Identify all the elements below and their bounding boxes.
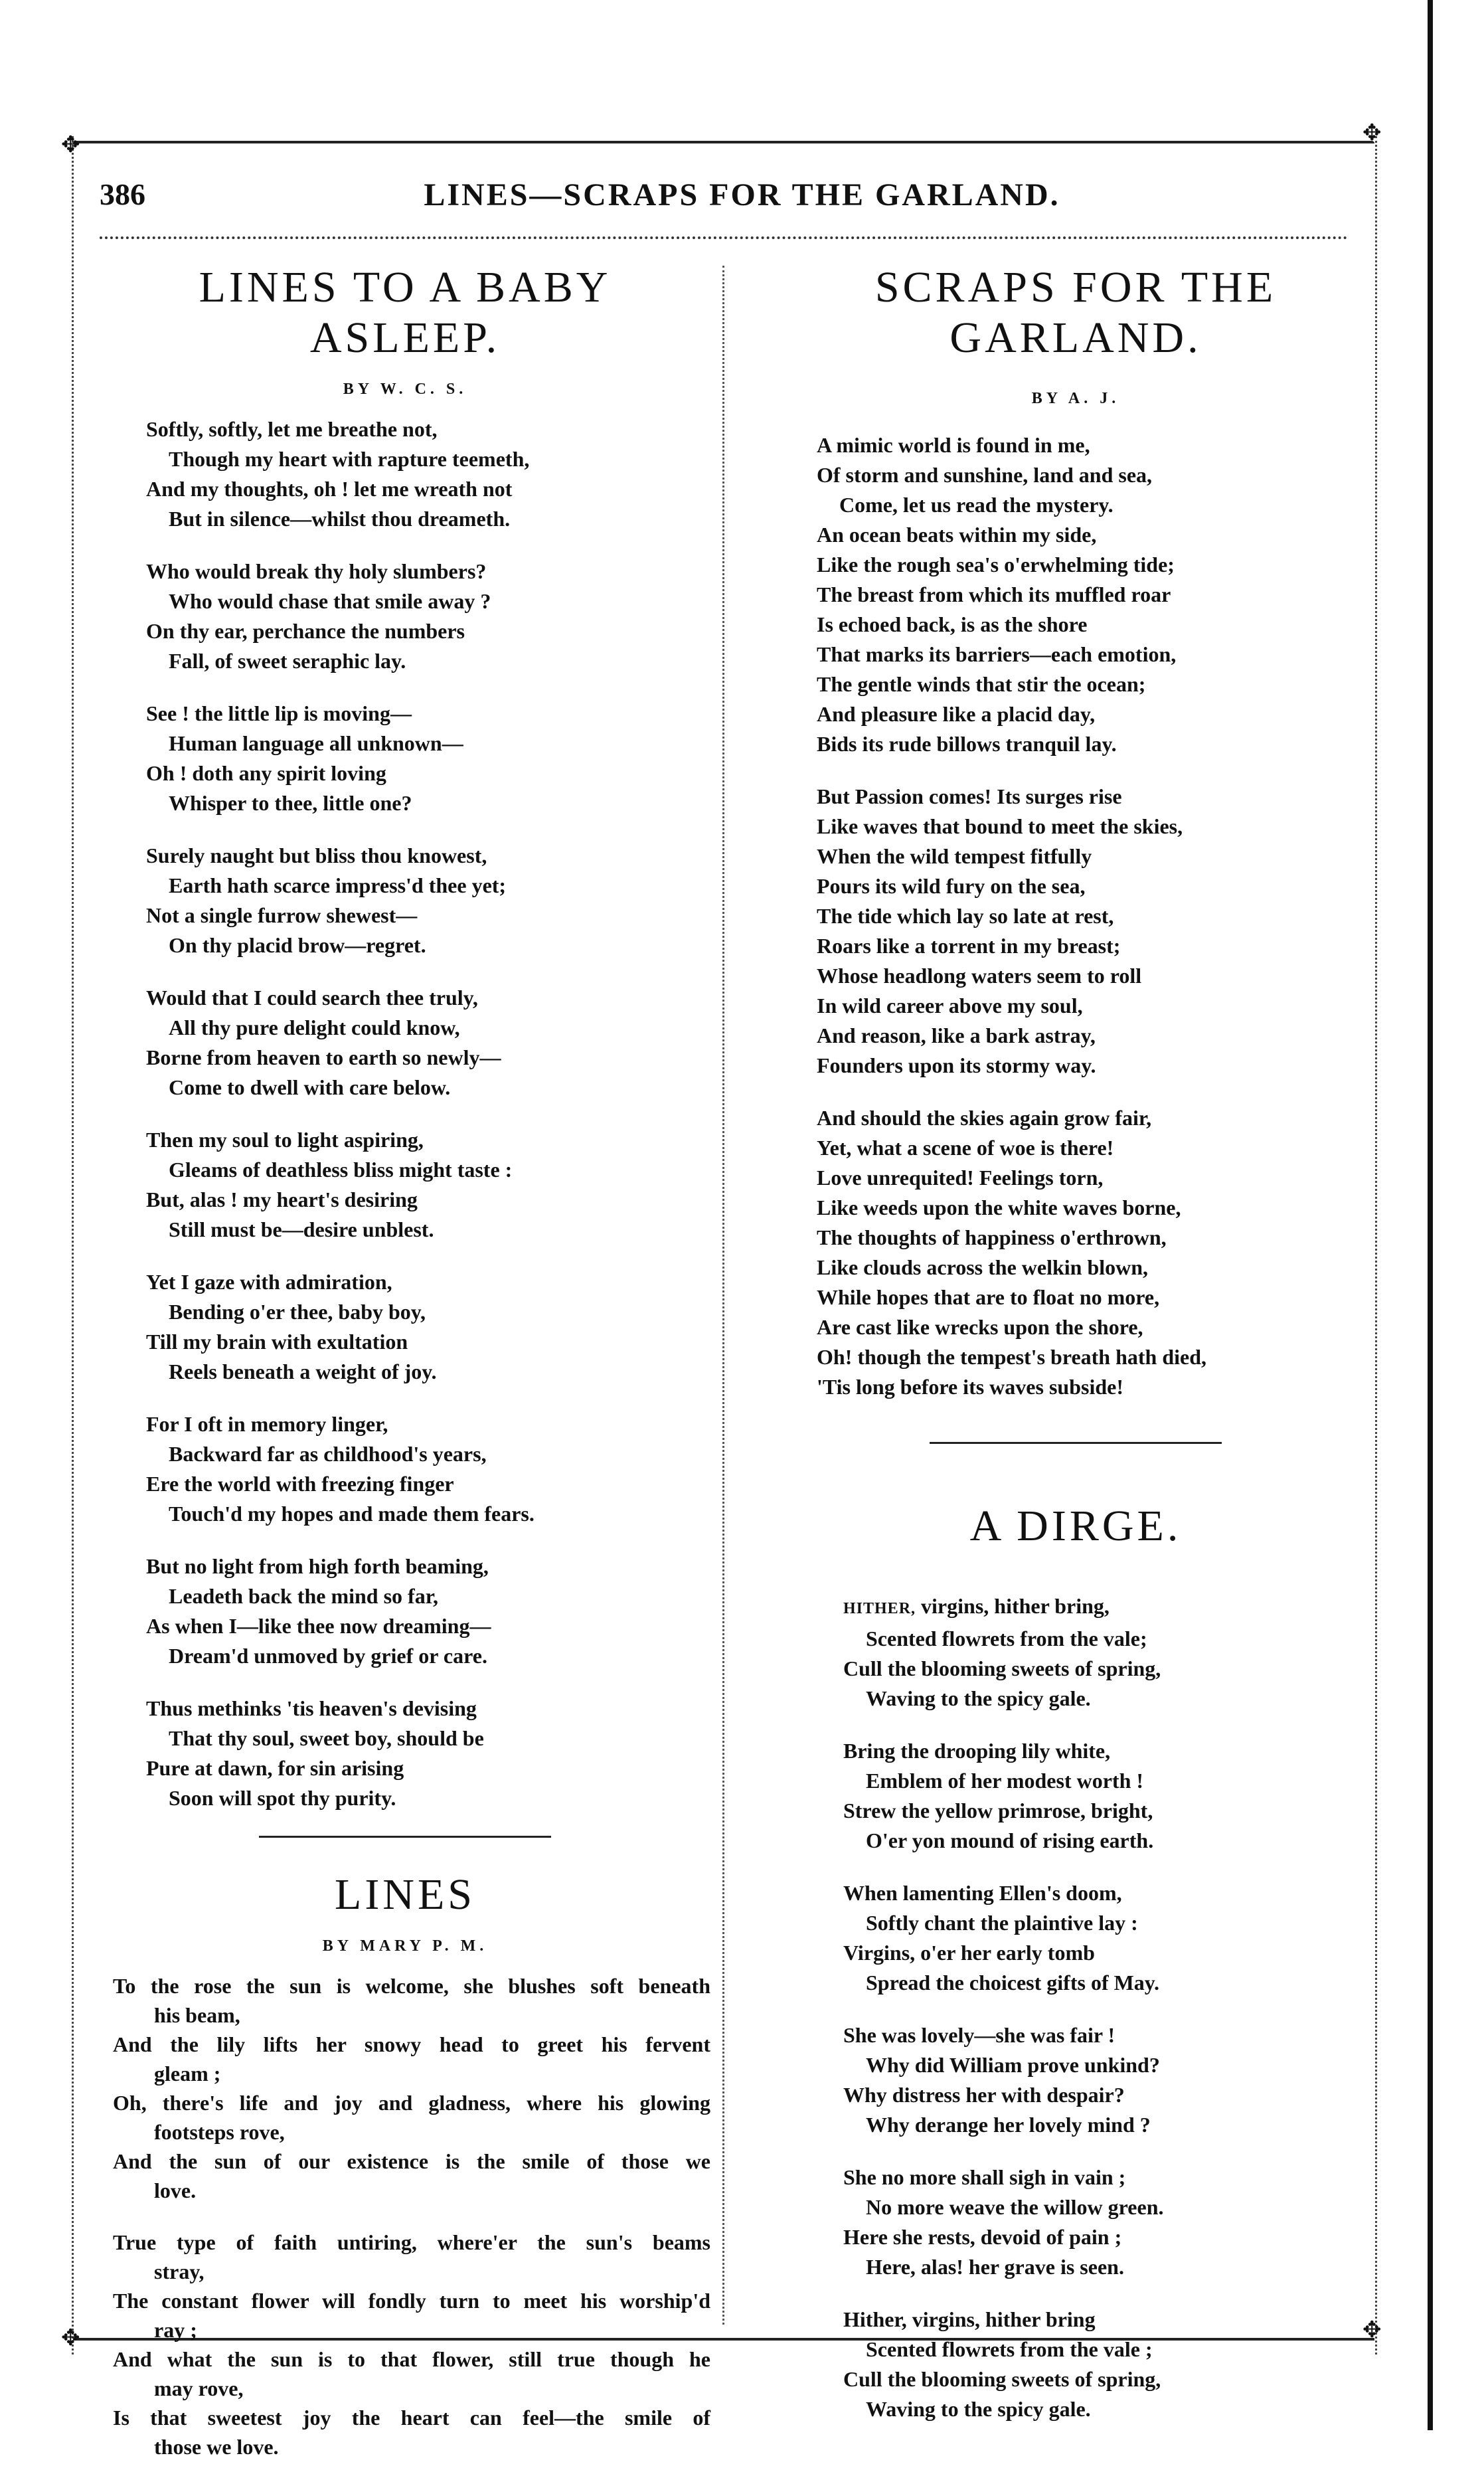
verse-line [113,2228,710,2286]
verse-line-continuation: his beam, [154,2003,240,2027]
poem-body-scraps [750,430,1401,1402]
verse-line: Softly chant the plaintive lay : [866,1911,1138,1935]
verse-line: Of storm and sunshine, land and sea, [817,463,1153,487]
verse-line-text: Oh, there's life and joy and gladness, where his glowing [113,2091,710,2115]
verse-line: Emblem of her modest worth ! [866,1769,1144,1793]
verse-line [113,1971,710,2030]
verse-line: Still must be—desire unblest. [169,1217,434,1241]
verse-line: Why did William prove unkind? [866,2053,1160,2077]
stanza [146,1694,704,1813]
verse-line: Like waves that bound to meet the skies, [817,814,1183,838]
verse-line: The thoughts of happiness o'erthrown, [817,1225,1167,1249]
verse-line [113,2147,710,2205]
verse-line: On thy ear, perchance the numbers [146,619,465,643]
verse-line [113,2345,710,2403]
byline-baby: BY W. C. S. [343,381,467,398]
verse-line: Why distress her with despair? [843,2083,1125,2107]
verse-line: The gentle winds that stir the ocean; [817,672,1146,696]
verse-line-text: True type of faith untiring, where'er the sun's beams [113,2230,710,2254]
verse-line: Yet, what a scene of woe is there! [817,1136,1114,1160]
stanza [146,414,704,534]
stanza [843,1878,1401,1998]
corner-ornament-icon: ✥ [1362,121,1382,145]
poem-body-baby [106,414,704,1813]
verse-line: Dream'd unmoved by grief or care. [169,1644,487,1668]
verse-line-text: To the rose the sun is welcome, she blushes soft beneath [113,1974,710,1998]
verse-line: Spread the choicest gifts of May. [866,1971,1160,1995]
verse-line [113,2403,710,2461]
verse-line: Strew the yellow primrose, bright, [843,1799,1153,1822]
verse-line: Pours its wild fury on the sea, [817,874,1086,898]
verse-line: Here, alas! her grave is seen. [866,2255,1124,2279]
stanza [843,1591,1401,1714]
verse-line: Is echoed back, is as the shore [817,612,1088,636]
stanza [843,2305,1401,2424]
poem-title-baby: LINES TO A BABY ASLEEP. [199,263,612,362]
verse-line: She no more shall sigh in vain ; [843,2165,1126,2189]
verse-line: And should the skies again grow fair, [817,1106,1152,1130]
binding-edge [1428,0,1453,2430]
right-column [750,262,1401,2447]
verse-line: Are cast like wrecks upon the shore, [817,1315,1143,1339]
verse-line: Why derange her lovely mind ? [866,2113,1151,2137]
verse-line: Who would chase that smile away ? [169,589,491,613]
verse-line: Fall, of sweet seraphic lay. [169,649,406,673]
poem-body-lines [106,1971,710,2461]
section-separator [259,1836,551,1838]
stanza [146,1267,704,1387]
byline-scraps: BY A. J. [1031,390,1120,407]
verse-line: Like the rough sea's o'erwhelming tide; [817,553,1175,577]
verse-line: Love unrequited! Feelings torn, [817,1166,1104,1190]
stanza [843,2163,1401,2282]
verse-line: But in silence—whilst thou dreameth. [169,507,511,531]
stanza [146,557,704,676]
stanza [113,1971,710,2205]
verse-line: Softly, softly, let me breathe not, [146,417,438,441]
verse-line: Surely naught but bliss thou knowest, [146,843,487,867]
stanza [817,430,1401,759]
column-divider [722,266,724,2325]
verse-line: Come, let us read the mystery. [839,493,1113,517]
verse-line: Here she rests, devoid of pain ; [843,2225,1122,2249]
verse-line-continuation: footsteps rove, [154,2120,285,2144]
verse-line: Would that I could search thee truly, [146,986,478,1010]
verse-line: Borne from heaven to earth so newly— [146,1045,501,1069]
verse-line: Cull the blooming sweets of spring, [843,2367,1161,2391]
verse-line: Backward far as childhood's years, [169,1442,487,1466]
verse-line: When the wild tempest fitfully [817,844,1092,868]
verse-line: But Passion comes! Its surges rise [817,784,1122,808]
verse-line: But, alas ! my heart's desiring [146,1188,418,1211]
verse-line: Earth hath scarce impress'd thee yet; [169,873,507,897]
verse-line: Scented flowrets from the vale; [866,1627,1147,1650]
verse-line: Whose headlong waters seem to roll [817,964,1142,988]
verse-line-continuation: those we love. [154,2435,279,2459]
verse-line-text: Is that sweetest joy the heart can feel—the smile of [113,2406,710,2430]
verse-line-continuation: ray ; [154,2318,197,2342]
verse-line [113,2030,710,2088]
corner-ornament-icon: ✥ [1362,2318,1382,2343]
left-column [106,262,710,2484]
verse-line: Though my heart with rapture teemeth, [169,447,530,471]
verse-line: Hither, virgins, hither bring [843,2307,1096,2331]
verse-line: Like clouds across the welkin blown, [817,1255,1149,1279]
poem-title-dirge: A DIRGE. [969,1502,1182,1550]
verse-line: Like weeds upon the white waves borne, [817,1196,1181,1219]
verse-line: Oh ! doth any spirit loving [146,761,386,785]
verse-line: That marks its barriers—each emotion, [817,642,1177,666]
verse-line: All thy pure delight could know, [169,1016,460,1039]
stanza [843,1736,1401,1856]
verse-line: She was lovely—she was fair ! [843,2023,1115,2047]
verse-line: Till my brain with exultation [146,1330,408,1354]
stanza [817,1103,1401,1402]
verse-line: 'Tis long before its waves subside! [817,1375,1123,1399]
stanza [817,782,1401,1081]
verse-line: On thy placid brow—regret. [169,933,426,957]
top-border [73,141,1374,150]
stanza [843,2020,1401,2140]
section-separator [930,1442,1222,1444]
verse-line: Roars like a torrent in my breast; [817,934,1121,958]
verse-line: Gleams of deathless bliss might taste : [169,1158,513,1182]
verse-line-continuation: may rove, [154,2376,244,2400]
verse-line: Not a single furrow shewest— [146,903,418,927]
verse-line: While hopes that are to float no more, [817,1285,1160,1309]
verse-line [113,2286,710,2345]
byline-lines: BY MARY P. M. [322,1937,488,1955]
verse-line: Bending o'er thee, baby boy, [169,1300,426,1324]
verse-line: As when I—like thee now dreaming— [146,1614,491,1638]
verse-line-text: And what the sun is to that flower, still true though he [113,2347,710,2371]
verse-line-text: And the sun of our existence is the smile of those we [113,2149,710,2173]
verse-line: When lamenting Ellen's doom, [843,1881,1122,1905]
corner-ornament-icon: ✥ [61,2326,80,2351]
verse-line: The breast from which its muffled roar [817,582,1171,606]
verse-line: Yet I gaze with admiration, [146,1270,392,1294]
poem-title-scraps: SCRAPS FOR THE GARLAND. [874,263,1277,362]
page-number: 386 [100,177,145,211]
verse-line: Founders upon its stormy way. [817,1053,1096,1077]
verse-line: See ! the little lip is moving— [146,701,412,725]
verse-line: And reason, like a bark astray, [817,1023,1096,1047]
verse-line: That thy soul, sweet boy, should be [169,1726,484,1750]
verse-line: Virgins, o'er her early tomb [843,1941,1095,1965]
stanza [146,1409,704,1529]
verse-line: O'er yon mound of rising earth. [866,1828,1154,1852]
verse-line-continuation: stray, [154,2260,205,2283]
verse-line: Waving to the spicy gale. [866,2397,1091,2421]
verse-line-continuation: gleam ; [154,2062,221,2085]
verse-line: Reels beneath a weight of joy. [169,1360,437,1383]
poem-title-lines: LINES [335,1870,475,1919]
verse-line: Ere the world with freezing finger [146,1472,454,1496]
verse-line: For I oft in memory linger, [146,1412,388,1436]
verse-line: A mimic world is found in me, [817,433,1090,457]
verse-line: Then my soul to light aspiring, [146,1128,424,1152]
verse-line: Cull the blooming sweets of spring, [843,1656,1161,1680]
verse-line: Pure at dawn, for sin arising [146,1756,404,1780]
verse-line-continuation: love. [154,2178,197,2202]
stanza [146,841,704,960]
verse-line: Thus methinks 'tis heaven's devising [146,1696,477,1720]
verse-line: Human language all unknown— [169,731,463,755]
stanza [146,983,704,1103]
verse-line-text: The constant flower will fondly turn to meet his worship'd [113,2289,710,2313]
verse-line: Bring the drooping lily white, [843,1739,1111,1763]
dirge-first-word: HITHER, [843,1600,916,1617]
verse-line: And pleasure like a placid day, [817,702,1096,726]
verse-line: Waving to the spicy gale. [866,1686,1091,1710]
dirge-first-line-rest: virgins, hither bring, [916,1594,1110,1618]
verse-line: And my thoughts, oh ! let me wreath not [146,477,513,501]
verse-line: Scented flowrets from the vale ; [866,2337,1153,2361]
verse-line-text: And the lily lifts her snowy head to greet his fervent [113,2032,710,2056]
header-rule [100,236,1348,239]
verse-line: Come to dwell with care below. [169,1075,451,1099]
verse-line: An ocean beats within my side, [817,523,1097,547]
verse-line: Oh! though the tempest's breath hath died, [817,1345,1207,1369]
stanza [146,1552,704,1671]
verse-line: But no light from high forth beaming, [146,1554,489,1578]
poem-body-dirge [750,1591,1401,2424]
verse-line [113,2088,710,2147]
verse-line: The tide which lay so late at rest, [817,904,1114,928]
verse-line: Whisper to thee, little one? [169,791,412,815]
verse-line: Bids its rude billows tranquil lay. [817,732,1117,756]
stanza [146,1125,704,1245]
verse-line: Leadeth back the mind so far, [169,1584,438,1608]
verse-line: Who would break thy holy slumbers? [146,559,487,583]
verse-line [843,1591,1401,1624]
verse-line: In wild career above my soul, [817,994,1083,1018]
stanza [146,699,704,818]
running-head: LINES—SCRAPS FOR THE GARLAND. [424,177,1060,213]
verse-line: Touch'd my hopes and made them fears. [169,1502,535,1526]
corner-ornament-icon: ✥ [61,133,80,157]
verse-line: Soon will spot thy purity. [169,1786,396,1810]
stanza [113,2228,710,2461]
verse-line: No more weave the willow green. [866,2195,1164,2219]
